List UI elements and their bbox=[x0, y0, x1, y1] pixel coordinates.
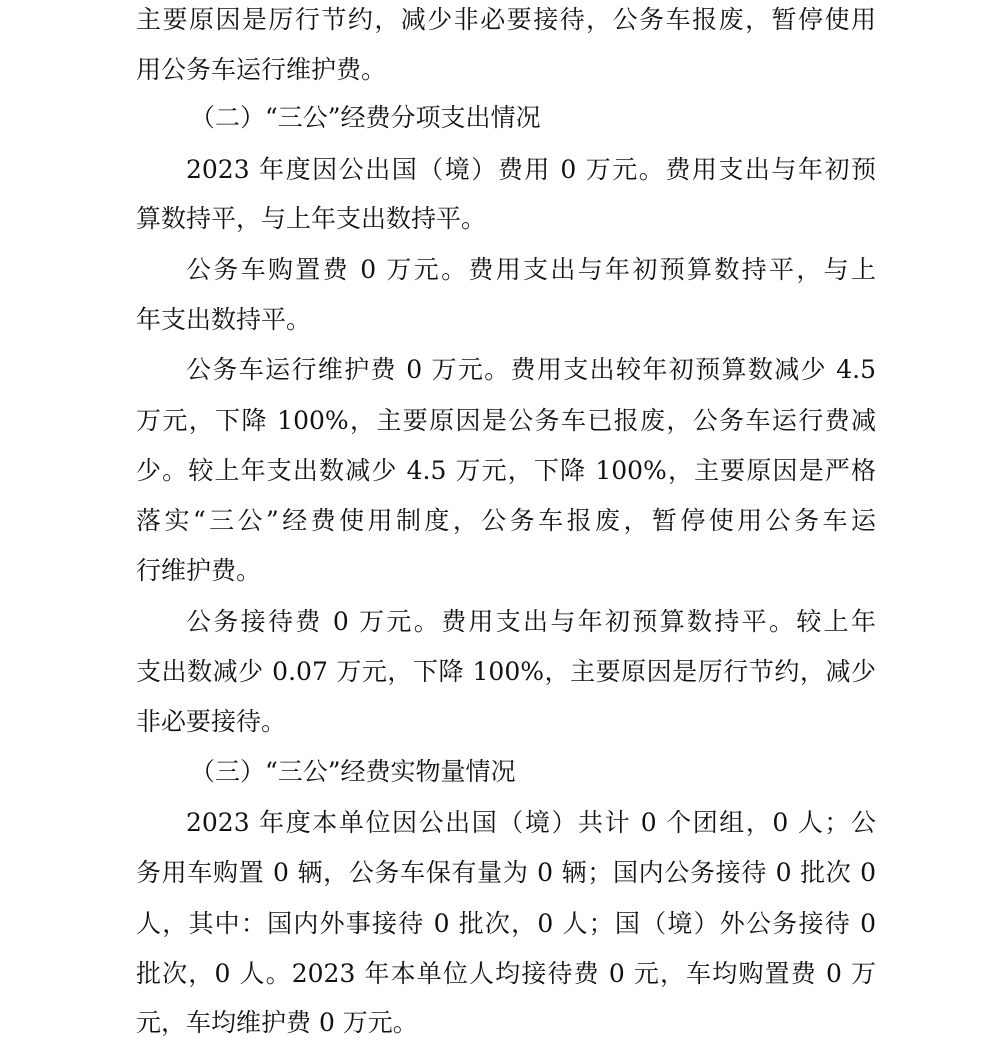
paragraph-line: 主要原因是厉行节约，减少非必要接待，公务车报废，暂停使用 bbox=[136, 5, 876, 34]
paragraph-line: 少。较上年支出数减少 4.5 万元，下降 100%，主要原因是严格 bbox=[136, 456, 876, 485]
paragraph-line: 公务车购置费 0 万元。费用支出与年初预算数持平，与上 bbox=[186, 255, 876, 284]
paragraph-line: 公务车运行维护费 0 万元。费用支出较年初预算数减少 4.5 bbox=[186, 355, 876, 384]
paragraph-line: 非必要接待。 bbox=[136, 707, 287, 736]
paragraph-line: 用公务车运行维护费。 bbox=[136, 55, 387, 84]
paragraph-line: 支出数减少 0.07 万元，下降 100%，主要原因是厉行节约，减少 bbox=[136, 657, 876, 686]
paragraph-line: 算数持平，与上年支出数持平。 bbox=[136, 204, 487, 233]
paragraph-line: 落实“三公”经费使用制度，公务车报废，暂停使用公务车运 bbox=[136, 506, 876, 535]
paragraph-line: 2023 年度本单位因公出国（境）共计 0 个团组，0 人；公 bbox=[186, 808, 876, 837]
paragraph-line: 年支出数持平。 bbox=[136, 305, 312, 334]
section-heading: （三）“三公”经费实物量情况 bbox=[190, 757, 516, 786]
paragraph-line: 2023 年度因公出国（境）费用 0 万元。费用支出与年初预 bbox=[186, 155, 876, 184]
paragraph-line: 万元，下降 100%，主要原因是公务车已报废，公务车运行费减 bbox=[136, 406, 876, 435]
paragraph-line: 元，车均维护费 0 万元。 bbox=[136, 1008, 418, 1037]
paragraph-line: 务用车购置 0 辆，公务车保有量为 0 辆；国内公务接待 0 批次 0 bbox=[136, 858, 876, 887]
section-heading: （二）“三公”经费分项支出情况 bbox=[190, 103, 541, 132]
paragraph-line: 批次，0 人。2023 年本单位人均接待费 0 元，车均购置费 0 万 bbox=[136, 959, 876, 988]
paragraph-line: 行维护费。 bbox=[136, 556, 262, 585]
paragraph-line: 公务接待费 0 万元。费用支出与年初预算数持平。较上年 bbox=[186, 607, 876, 636]
paragraph-line: 人，其中：国内外事接待 0 批次，0 人；国（境）外公务接待 0 bbox=[136, 909, 876, 938]
